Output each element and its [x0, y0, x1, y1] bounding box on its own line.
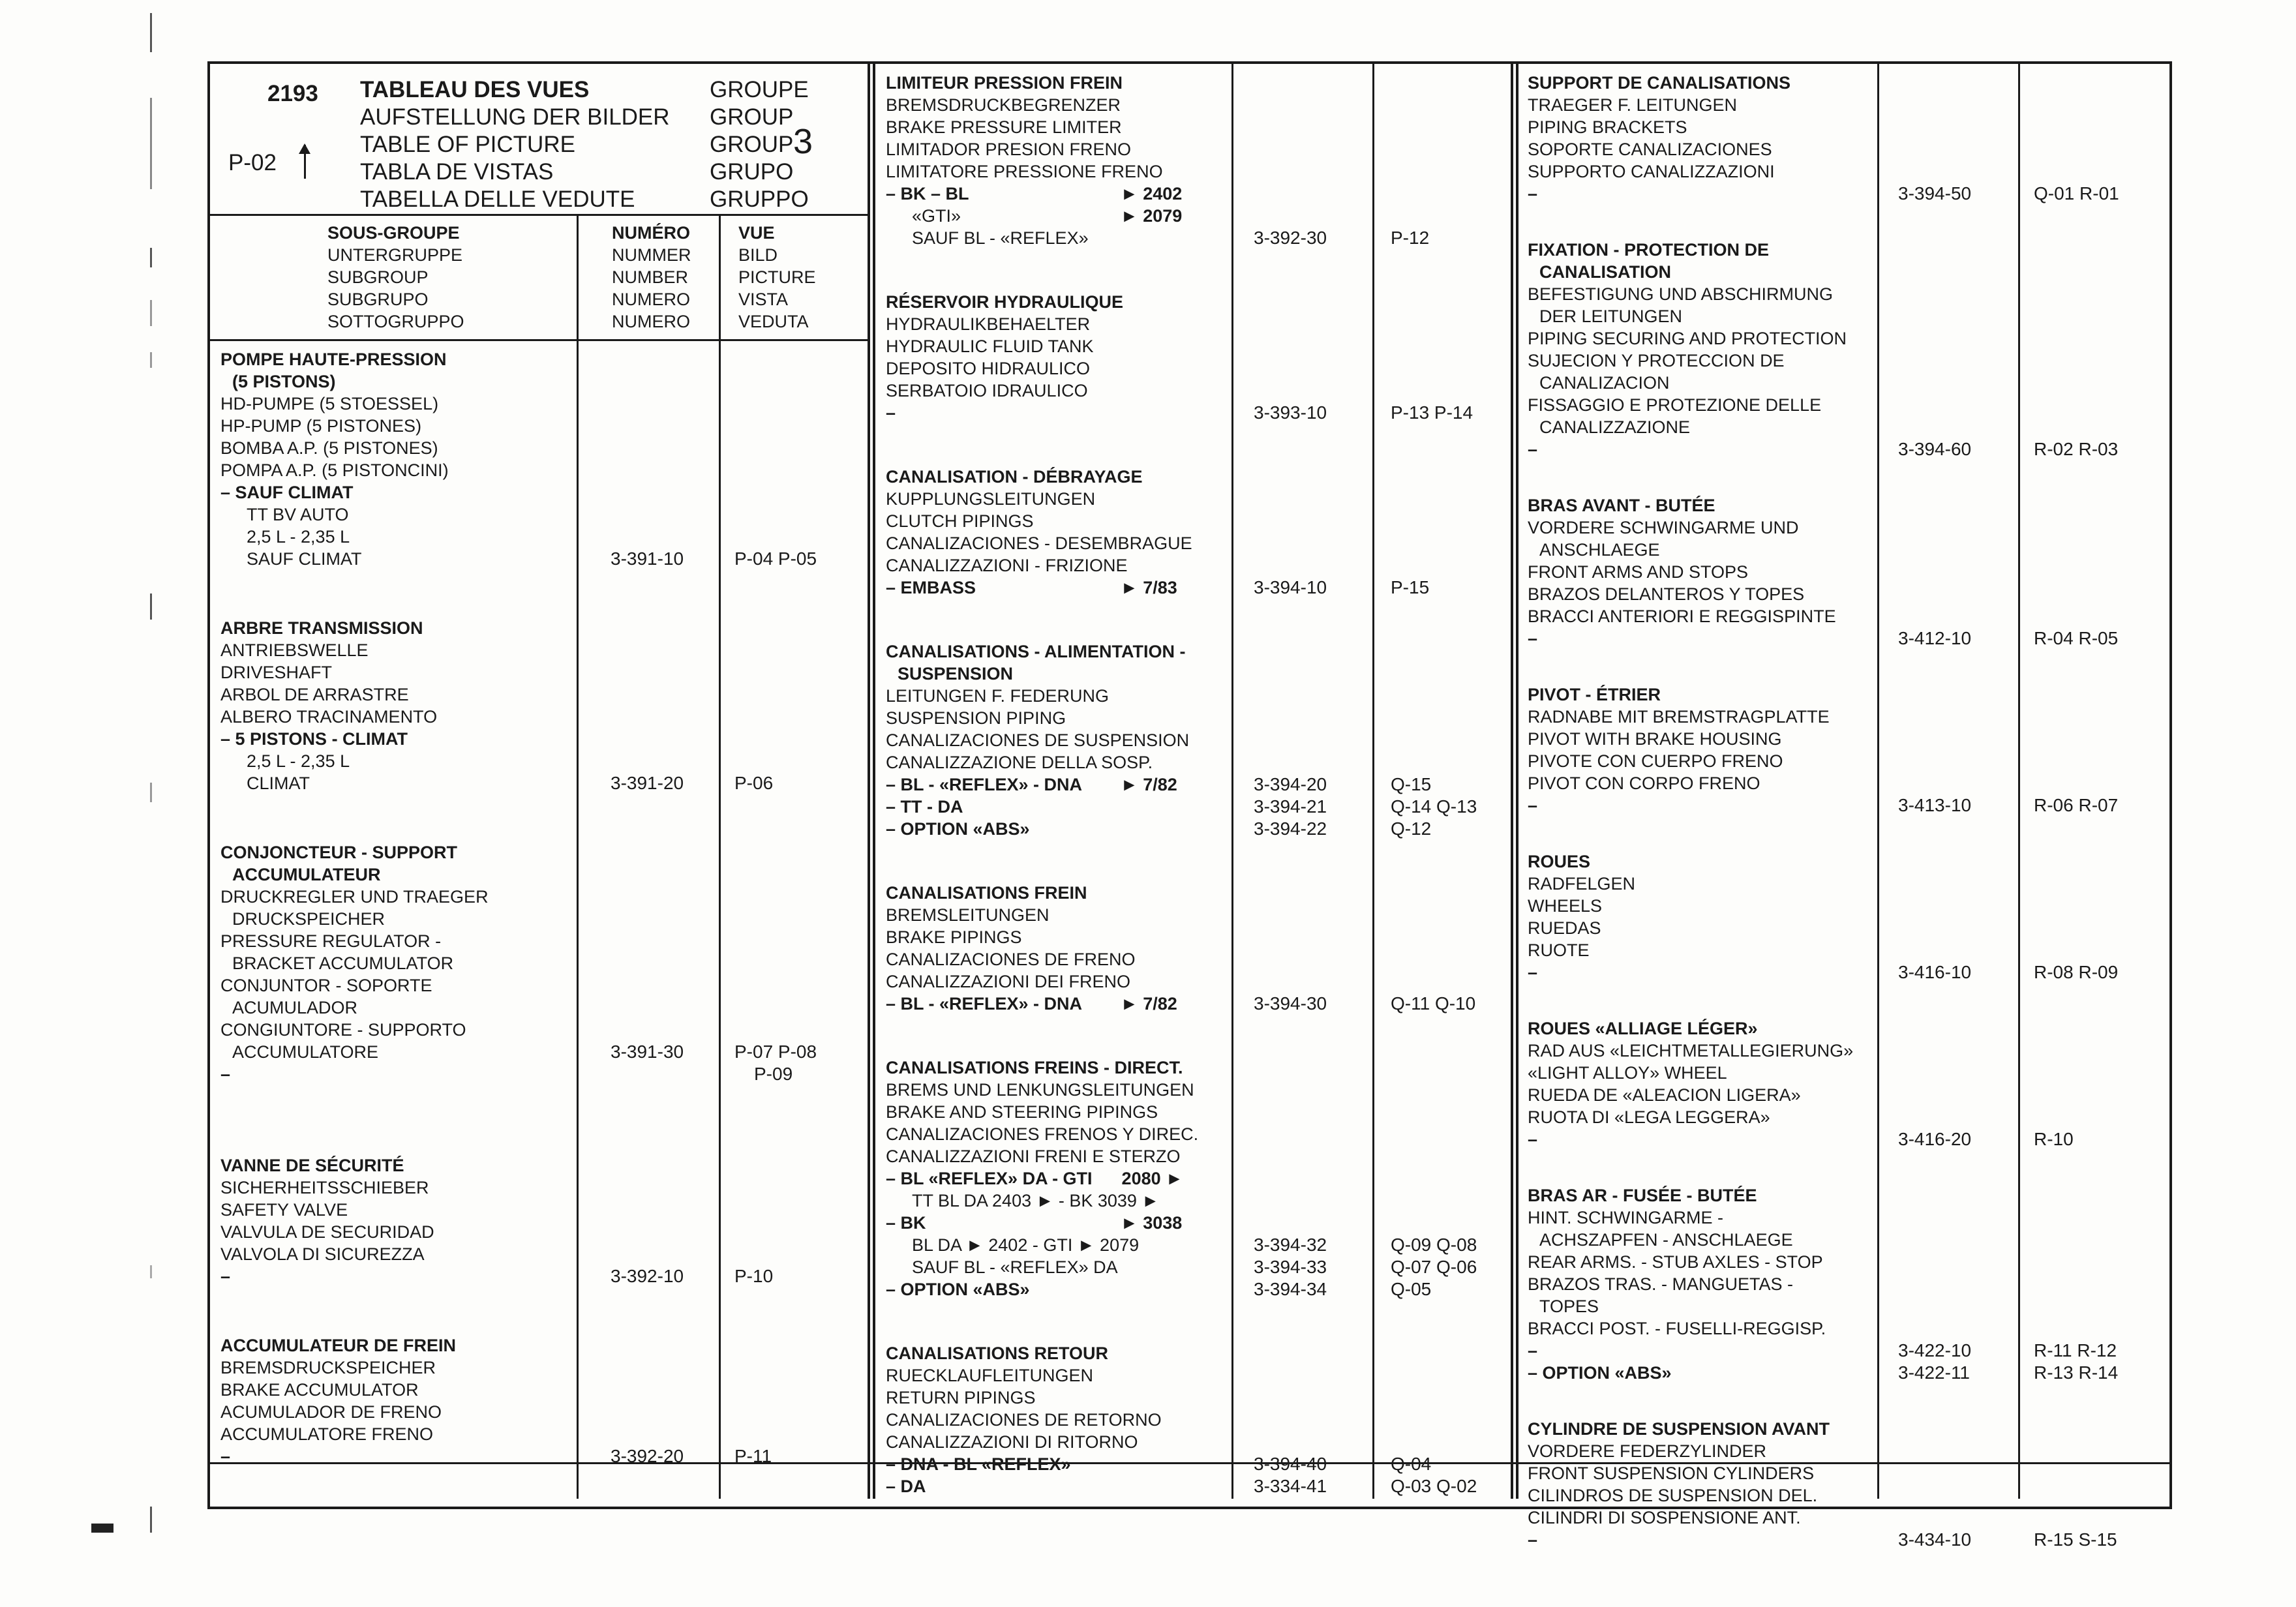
entry-line: ANSCHLAEGE [1539, 540, 1660, 560]
entry-line: BRACKET ACCUMULATOR [232, 954, 454, 973]
entry-view: R-15 S-15 [2034, 1529, 2117, 1550]
entry-line: FRONT SUSPENSION CYLINDERS [1528, 1464, 1815, 1483]
entry-view: P-11 [734, 1446, 772, 1466]
entry-line: PIVOT WITH BRAKE HOUSING [1528, 729, 1782, 749]
entry-line: – DA [886, 1477, 926, 1496]
rule-view-col [719, 215, 721, 1499]
entry-line: – OPTION «ABS» [1528, 1363, 1672, 1383]
entry-line: BREMSDRUCKBEGRENZER [886, 95, 1121, 115]
entry-line: – DNA - BL «REFLEX» [886, 1454, 1071, 1474]
entry-line: CANALIZZAZIONI DEI FRENO [886, 972, 1131, 991]
entry-line: PIVOTE CON CUERPO FRENO [1528, 751, 1783, 771]
entry-line: HYDRAULIKBEHAELTER [886, 314, 1091, 334]
entry-line: FRONT ARMS AND STOPS [1528, 562, 1749, 582]
entry-line: ROUES [1528, 852, 1591, 871]
entry-line: ACUMULADOR DE FRENO [220, 1402, 442, 1422]
header-title-line: TABLEAU DES VUES [360, 77, 590, 102]
entry-line: PIVOT CON CORPO FRENO [1528, 773, 1760, 793]
entry-view: R-08 R-09 [2034, 962, 2119, 982]
entry-view: R-04 R-05 [2034, 628, 2119, 648]
entry-line: CILINDRI DI SOSPENSIONE ANT. [1528, 1508, 1801, 1527]
entry-line: WHEELS [1528, 896, 1603, 916]
entry-line: CANALISATIONS - ALIMENTATION - [886, 642, 1186, 661]
column-header-number: NUMERO [612, 312, 690, 331]
entry-line: CANALIZACIONES DE SUSPENSION [886, 730, 1190, 750]
entry-line: VANNE DE SÉCURITÉ [220, 1156, 404, 1175]
entry-line: – TT - DA [886, 797, 963, 817]
entry-line: LIMITEUR PRESSION FREIN [886, 73, 1123, 93]
entry-number: 3-413-10 [1898, 795, 1972, 815]
entry-line: CANALIZACION [1539, 373, 1670, 393]
entry-line: BRAKE PRESSURE LIMITER [886, 117, 1122, 137]
entry-line: SAUF CLIMAT [247, 549, 362, 569]
entry-line: BOMBA A.P. (5 PISTONES) [220, 438, 438, 458]
entry-line: DER LEITUNGEN [1539, 307, 1683, 326]
entry-view: Q-09 Q-08 [1391, 1235, 1477, 1255]
column-header-number: NUMÉRO [612, 223, 690, 243]
entry-view: P-10 [734, 1266, 774, 1286]
entry-line: – BK – BL [886, 184, 969, 203]
header-divider [207, 214, 870, 216]
entry-line: – [1528, 184, 1538, 203]
column-header-subgroup: SUBGROUP [327, 267, 429, 287]
entry-line: BRAZOS TRAS. - MANGUETAS - [1528, 1274, 1794, 1294]
entry-view: P-04 P-05 [734, 548, 817, 569]
entry-line: ACUMULADOR [232, 998, 358, 1017]
entry-line: «GTI» [912, 206, 961, 226]
entry-serial-ref: ► 7/82 [1121, 994, 1177, 1014]
arrow-head-icon [299, 143, 310, 154]
entry-line: BRAKE AND STEERING PIPINGS [886, 1102, 1158, 1122]
entry-view: P-09 [754, 1064, 793, 1084]
entry-line: CANALISATION - DÉBRAYAGE [886, 467, 1143, 487]
entry-line: ALBERO TRACINAMENTO [220, 707, 438, 727]
column-header-subgroup: SOUS-GROUPE [327, 223, 460, 243]
entry-line: PIVOT - ÉTRIER [1528, 685, 1661, 704]
entry-line: CANALIZACIONES DE FRENO [886, 950, 1136, 969]
entry-line: BRAS AR - FUSÉE - BUTÉE [1528, 1186, 1757, 1205]
footer-divider [207, 1462, 2169, 1464]
entry-line: CANALISATIONS FREIN [886, 883, 1087, 903]
column-header-divider [207, 339, 870, 341]
entry-number: 3-391-10 [611, 548, 684, 569]
entry-number: 3-392-10 [611, 1266, 684, 1286]
corner-stamp [91, 1524, 113, 1533]
entry-line: SAFETY VALVE [220, 1200, 348, 1220]
entry-number: 3-392-30 [1254, 228, 1327, 248]
entry-line: CONJONCTEUR - SUPPORT [220, 843, 458, 862]
entry-line: RUOTA DI «LEGA LEGGERA» [1528, 1107, 1770, 1127]
column-header-number: NUMMER [612, 245, 691, 265]
entry-line: BRAS AVANT - BUTÉE [1528, 496, 1715, 515]
entry-line: 2,5 L - 2,35 L [247, 751, 350, 771]
entry-line: RUEDA DE «ALEACION LIGERA» [1528, 1085, 1801, 1105]
rule-view-col-3 [2018, 61, 2020, 1499]
entry-number: 3-434-10 [1898, 1529, 1972, 1550]
entry-line: – [1528, 963, 1538, 982]
double-rule-1 [868, 61, 875, 1499]
entry-line: – [1528, 1130, 1538, 1149]
entry-line: VALVULA DE SECURIDAD [220, 1222, 434, 1242]
entry-line: – EMBASS [886, 578, 976, 597]
entry-number: 3-394-60 [1898, 439, 1972, 459]
entry-line: RETURN PIPINGS [886, 1388, 1036, 1407]
entry-line: – [1528, 796, 1538, 815]
column-header-view: BILD [738, 245, 778, 265]
entry-line: SUSPENSION [898, 664, 1014, 683]
entry-view: Q-07 Q-06 [1391, 1257, 1477, 1277]
column-header-subgroup: SOTTOGRUPPO [327, 312, 464, 331]
entry-line: RUEDAS [1528, 918, 1601, 938]
column-header-view: PICTURE [738, 267, 816, 287]
entry-line: POMPE HAUTE-PRESSION [220, 350, 447, 369]
entry-line: 2,5 L - 2,35 L [247, 527, 350, 547]
entry-number: 3-393-10 [1254, 402, 1327, 423]
header-title-line: TABLE OF PICTURE [360, 132, 575, 157]
entry-view: Q-05 [1391, 1279, 1432, 1299]
entry-line: BRAKE ACCUMULATOR [220, 1380, 419, 1400]
rule-view-col-2 [1372, 61, 1374, 1499]
entry-line: CANALIZZAZIONI - FRIZIONE [886, 556, 1128, 575]
header-group-line: GRUPO [710, 159, 794, 185]
entry-line: – BL - «REFLEX» - DNA [886, 775, 1083, 794]
header-group-line: GROUPE [710, 77, 809, 102]
entry-line: SICHERHEITSSCHIEBER [220, 1178, 429, 1197]
header-title-line: TABELLA DELLE VEDUTE [360, 187, 635, 212]
entry-line: CLIMAT [247, 773, 310, 793]
entry-line: TT BL DA 2403 ► - BK 3039 ► [912, 1191, 1160, 1210]
entry-view: R-02 R-03 [2034, 439, 2119, 459]
header-title-line: TABLA DE VISTAS [360, 159, 554, 185]
entry-line: CANALIZACIONES - DESEMBRAGUE [886, 533, 1192, 553]
entry-line: ACCUMULATEUR [232, 865, 381, 884]
entry-line: – [1528, 1341, 1538, 1360]
entry-number: 3-394-10 [1254, 577, 1327, 597]
entry-number: 3-422-10 [1898, 1340, 1972, 1360]
entry-line: REAR ARMS. - STUB AXLES - STOP [1528, 1252, 1823, 1272]
rule-number-col [577, 215, 579, 1499]
entry-view: P-15 [1391, 577, 1430, 597]
entry-view: Q-12 [1391, 819, 1432, 839]
entry-line: CLUTCH PIPINGS [886, 511, 1034, 531]
entry-serial-ref: ► 2079 [1121, 206, 1183, 226]
column-header-subgroup: SUBGRUPO [327, 290, 429, 309]
entry-line: TT BV AUTO [247, 505, 349, 524]
entry-serial-ref: ► 7/83 [1121, 578, 1177, 597]
entry-number: 3-394-40 [1254, 1454, 1327, 1474]
entry-line: RAD AUS «LEICHTMETALLEGIERUNG» [1528, 1041, 1854, 1060]
column-header-number: NUMBER [612, 267, 689, 287]
entry-number: 3-394-34 [1254, 1279, 1327, 1299]
entry-view: P-07 P-08 [734, 1042, 817, 1062]
entry-line: VORDERE FEDERZYLINDER [1528, 1441, 1767, 1461]
entry-line: CANALISATIONS FREINS - DIRECT. [886, 1058, 1183, 1077]
entry-number: 3-392-20 [611, 1446, 684, 1466]
entry-line: – [220, 1267, 231, 1286]
entry-line: PIPING SECURING AND PROTECTION [1528, 329, 1847, 348]
entry-line: – [220, 1064, 231, 1084]
column-header-number: NUMERO [612, 290, 690, 309]
entry-line: «LIGHT ALLOY» WHEEL [1528, 1063, 1727, 1083]
entry-line: SUSPENSION PIPING [886, 708, 1066, 728]
entry-line: – BL «REFLEX» DA - GTI 2080 ► [886, 1169, 1183, 1188]
header-group-line: GRUPPO [710, 187, 809, 212]
entry-view: R-10 [2034, 1129, 2074, 1149]
entry-view: Q-03 Q-02 [1391, 1476, 1477, 1496]
entry-line: ROUES «ALLIAGE LÉGER» [1528, 1019, 1758, 1038]
entry-line: TOPES [1539, 1297, 1599, 1316]
entry-line: – [1528, 440, 1538, 459]
entry-line: POMPA A.P. (5 PISTONCINI) [220, 460, 449, 480]
entry-line: HD-PUMPE (5 STOESSEL) [220, 394, 439, 413]
entry-line: SUPPORT DE CANALISATIONS [1528, 73, 1791, 93]
entry-number: 3-394-21 [1254, 796, 1327, 817]
entry-number: 3-394-20 [1254, 774, 1327, 794]
entry-number: 3-416-10 [1898, 962, 1972, 982]
entry-line: LEITUNGEN F. FEDERUNG [886, 686, 1110, 706]
entry-view: Q-04 [1391, 1454, 1432, 1474]
entry-line: RADFELGEN [1528, 874, 1636, 894]
entry-line: RUECKLAUFLEITUNGEN [886, 1366, 1094, 1385]
column-header-subgroup: UNTERGRUPPE [327, 245, 463, 265]
group-number: 3 [793, 122, 813, 161]
entry-line: CONJUNTOR - SOPORTE [220, 976, 432, 995]
entry-line: – [1528, 629, 1538, 648]
entry-line: DRIVESHAFT [220, 663, 333, 682]
entry-line: CANALIZACIONES FRENOS Y DIREC. [886, 1124, 1199, 1144]
entry-number: 3-391-20 [611, 773, 684, 793]
double-rule-2 [1511, 61, 1518, 1499]
entry-number: 3-394-50 [1898, 183, 1972, 203]
entry-line: ARBRE TRANSMISSION [220, 618, 423, 638]
binding-margin-marks [150, 13, 155, 1513]
entry-line: SUPPORTO CANALIZZAZIONI [1528, 162, 1775, 181]
entry-line: – BK [886, 1213, 926, 1233]
entry-line: CANALIZACIONES DE RETORNO [886, 1410, 1162, 1430]
entry-line: RADNABE MIT BREMSTRAGPLATTE [1528, 707, 1830, 727]
entry-line: BEFESTIGUNG UND ABSCHIRMUNG [1528, 284, 1834, 304]
entry-view: Q-15 [1391, 774, 1432, 794]
entry-view: Q-11 Q-10 [1391, 993, 1476, 1014]
entry-line: ACCUMULATORE FRENO [220, 1424, 434, 1444]
entry-line: DRUCKREGLER UND TRAEGER [220, 887, 489, 907]
entry-line: VALVOLA DI SICUREZZA [220, 1244, 425, 1264]
entry-number: 3-391-30 [611, 1042, 684, 1062]
entry-serial-ref: ► 3038 [1121, 1213, 1183, 1233]
entry-line: ARBOL DE ARRASTRE [220, 685, 409, 704]
entry-line: SAUF BL - «REFLEX» DA [912, 1257, 1118, 1277]
entry-line: SOPORTE CANALIZACIONES [1528, 140, 1772, 159]
entry-line: – 5 PISTONS - CLIMAT [220, 729, 408, 749]
entry-line: FISSAGGIO E PROTEZIONE DELLE [1528, 395, 1822, 415]
entry-line: BRACCI ANTERIORI E REGGISPINTE [1528, 607, 1836, 626]
entry-line: SUJECION Y PROTECCION DE [1528, 351, 1785, 370]
entry-line: BL DA ► 2402 - GTI ► 2079 [912, 1235, 1140, 1255]
entry-view: R-13 R-14 [2034, 1362, 2119, 1383]
entry-line: PRESSURE REGULATOR - [220, 931, 442, 951]
entry-view: P-13 P-14 [1391, 402, 1473, 423]
entry-line: BRAKE PIPINGS [886, 927, 1022, 947]
entry-view: P-06 [734, 773, 774, 793]
rule-number-col-2 [1231, 61, 1233, 1499]
entry-line: – SAUF CLIMAT [220, 483, 354, 502]
entry-line: DRUCKSPEICHER [232, 909, 385, 929]
page-ref: P-02 [228, 150, 277, 175]
entry-line: ANTRIEBSWELLE [220, 640, 369, 660]
column-header-view: VUE [738, 223, 775, 243]
entry-serial-ref: ► 2402 [1121, 184, 1183, 203]
entry-line: CANALIZZAZIONI DI RITORNO [886, 1432, 1138, 1452]
entry-line: DEPOSITO HIDRAULICO [886, 359, 1091, 378]
entry-line: CANALISATION [1539, 262, 1671, 282]
entry-line: – [1528, 1530, 1538, 1550]
entry-serial-ref: ► 7/82 [1121, 775, 1177, 794]
entry-number: 3-422-11 [1898, 1362, 1971, 1383]
entry-line: – [886, 403, 896, 423]
entry-number: 3-394-22 [1254, 819, 1327, 839]
entry-line: – [220, 1447, 231, 1466]
entry-line: SERBATOIO IDRAULICO [886, 381, 1088, 400]
entry-number: 3-412-10 [1898, 628, 1972, 648]
entry-line: BREMSLEITUNGEN [886, 905, 1050, 925]
entry-line: ACCUMULATEUR DE FREIN [220, 1336, 456, 1355]
header-title-line: AUFSTELLUNG DER BILDER [360, 104, 670, 130]
entry-number: 3-394-30 [1254, 993, 1327, 1014]
entry-number: 3-394-32 [1254, 1235, 1327, 1255]
parts-index-sheet [207, 61, 2169, 1550]
header-group-line: GROUP [710, 132, 794, 157]
entry-view: Q-14 Q-13 [1391, 796, 1477, 817]
entry-view: R-06 R-07 [2034, 795, 2119, 815]
entry-line: – OPTION «ABS» [886, 819, 1030, 839]
entry-view: Q-01 R-01 [2034, 183, 2119, 203]
entry-line: BRAZOS DELANTEROS Y TOPES [1528, 584, 1805, 604]
entry-line: KUPPLUNGSLEITUNGEN [886, 489, 1096, 509]
entry-line: CANALISATIONS RETOUR [886, 1344, 1109, 1363]
entry-line: CILINDROS DE SUSPENSION DEL. [1528, 1486, 1818, 1505]
entry-line: CANALIZZAZIONI FRENI E STERZO [886, 1147, 1181, 1166]
column-header-view: VEDUTA [738, 312, 809, 331]
rule-number-col-3 [1877, 61, 1879, 1499]
entry-line: BREMSDRUCKSPEICHER [220, 1358, 436, 1377]
sheet-code: 2193 [267, 81, 318, 106]
entry-line: RUOTE [1528, 940, 1590, 960]
entry-line: HINT. SCHWINGARME - [1528, 1208, 1723, 1227]
entry-line: BRACCI POST. - FUSELLI-REGGISP. [1528, 1319, 1826, 1338]
entry-number: 3-394-33 [1254, 1257, 1327, 1277]
entry-number: 3-334-41 [1254, 1476, 1327, 1496]
entry-line: CANALIZZAZIONE [1539, 417, 1691, 437]
entry-number: 3-416-20 [1898, 1129, 1972, 1149]
entry-line: ACCUMULATORE [232, 1042, 379, 1062]
entry-line: PIPING BRACKETS [1528, 117, 1687, 137]
entry-line: HYDRAULIC FLUID TANK [886, 337, 1094, 356]
entry-line: BREMS UND LENKUNGSLEITUNGEN [886, 1080, 1194, 1100]
entry-line: LIMITADOR PRESION FRENO [886, 140, 1132, 159]
entry-line: CYLINDRE DE SUSPENSION AVANT [1528, 1419, 1830, 1439]
entry-line: CANALIZZAZIONE DELLA SOSP. [886, 753, 1153, 772]
entry-line: FIXATION - PROTECTION DE [1528, 240, 1769, 260]
entry-line: CONGIUNTORE - SUPPORTO [220, 1020, 466, 1040]
entry-line: SAUF BL - «REFLEX» [912, 228, 1089, 248]
entry-line: (5 PISTONS) [232, 372, 336, 391]
column-header-view: VISTA [738, 290, 789, 309]
entry-view: R-11 R-12 [2034, 1340, 2117, 1360]
entry-line: – BL - «REFLEX» - DNA [886, 994, 1083, 1014]
entry-line: LIMITATORE PRESSIONE FRENO [886, 162, 1163, 181]
entry-view: P-12 [1391, 228, 1430, 248]
entry-line: HP-PUMP (5 PISTONES) [220, 416, 422, 436]
header-group-line: GROUP [710, 104, 794, 130]
entry-line: ACHSZAPFEN - ANSCHLAEGE [1539, 1230, 1793, 1250]
entry-line: – OPTION «ABS» [886, 1280, 1030, 1299]
entry-line: RÉSERVOIR HYDRAULIQUE [886, 292, 1124, 312]
entry-line: TRAEGER F. LEITUNGEN [1528, 95, 1738, 115]
entry-line: VORDERE SCHWINGARME UND [1528, 518, 1799, 537]
